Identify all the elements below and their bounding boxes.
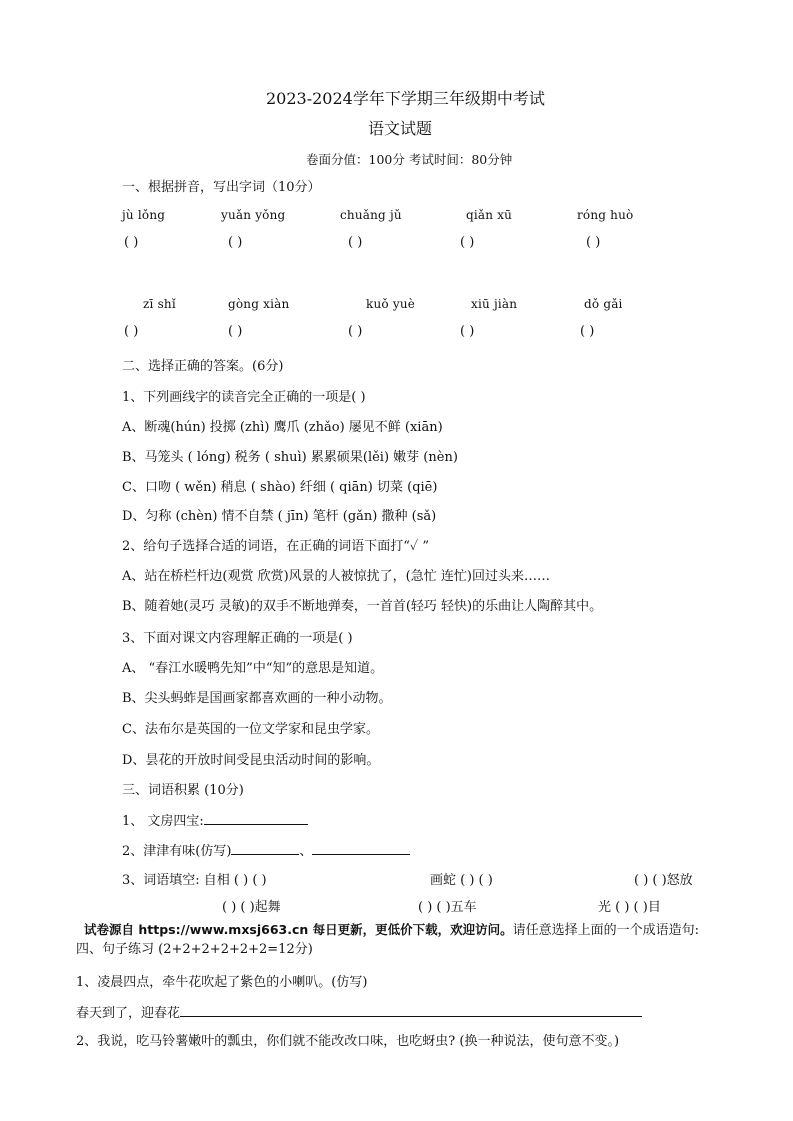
option-a: A、断魂(hún) 投掷 (zhì) 鹰爪 (zhǎo) 屡见不鲜 (xiān): [122, 420, 443, 435]
answer-blank[interactable]: ( ): [586, 235, 601, 250]
question-2-3: 3、下面对课文内容理解正确的一项是( ): [122, 631, 353, 646]
section4-heading: 四、句子练习 (2+2+2+2+2+2=12分): [76, 942, 313, 957]
pinyin-2: yuǎn yǒng: [221, 208, 286, 222]
sentence-instruction: 请任意选择上面的一个成语造句:: [512, 923, 700, 938]
pinyin-9: xiū jiàn: [471, 297, 518, 311]
idiom-blank: 光 ( ) ( )目: [598, 900, 661, 915]
idiom-blank: 画蛇 ( ) ( ): [430, 873, 493, 888]
pinyin-6: zī shǐ: [143, 297, 176, 311]
exam-title: 2023-2024学年下学期三年级期中考试: [266, 89, 545, 108]
question-2-1: 1、下列画线字的读音完全正确的一项是( ): [122, 390, 366, 405]
question-4-1: 1、凌晨四点，牵牛花吹起了紫色的小喇叭。(仿写): [76, 975, 368, 990]
answer-blank[interactable]: ( ): [124, 324, 139, 339]
answer-blank[interactable]: ( ): [348, 235, 363, 250]
option-a: A、 “春江水暖鸭先知”中“知”的意思是知道。: [122, 661, 384, 676]
idiom-blank: ( ) ( )起舞: [222, 900, 281, 915]
option-d: D、昙花的开放时间受昆虫活动时间的影响。: [122, 753, 380, 768]
source-notice: [84, 919, 699, 938]
item-3-2-label: 2、津津有味(仿写): [122, 844, 232, 859]
answer-line[interactable]: [312, 840, 410, 855]
answer-line[interactable]: [204, 810, 308, 825]
answer-line[interactable]: [180, 1002, 642, 1017]
answer-blank[interactable]: ( ): [580, 324, 595, 339]
item-3-1-label: 1、 文房四宝:: [122, 814, 204, 829]
exam-info: 卷面分值：100分 考试时间：80分钟: [306, 152, 513, 167]
option-d: D、匀称 (chèn) 情不自禁 ( jīn) 笔杆 (gǎn) 撒种 (sǎ): [122, 509, 437, 524]
answer-blank[interactable]: ( ): [124, 235, 139, 250]
source-link-text[interactable]: 试卷源自 https://www.mxsj663.cn 每日更新，更低价下载，欢迎访问。: [84, 922, 513, 937]
section1-heading: 一、根据拼音，写出字词（10分）: [122, 180, 321, 195]
item-3-3: 3、词语填空: 自相 ( ) ( ): [122, 873, 267, 888]
option-b: B、随着她(灵巧 灵敏)的双手不断地弹奏，一首首(轻巧 轻快)的乐曲让人陶醉其中。: [122, 599, 603, 614]
question-4-2: 2、我说，吃马铃薯嫩叶的瓢虫，你们就不能改改口味，也吃蚜虫? (换一种说法，使句意不变。): [76, 1034, 620, 1049]
pinyin-10: dǒ gǎi: [584, 297, 623, 311]
item-3-1: [122, 810, 308, 829]
section3-heading: 三、词语积累 (10分): [122, 783, 244, 798]
option-b: B、马笼头 ( lóng) 税务 ( shuì) 累累硕果(lěi) 嫩芽 (nèn): [122, 450, 458, 465]
pinyin-7: gòng xiàn: [228, 297, 290, 311]
section2-heading: 二、选择正确的答案。(6分): [122, 359, 284, 374]
option-b: B、尖头蚂蚱是国画家都喜欢画的一种小动物。: [122, 691, 392, 706]
pinyin-4: qiǎn xū: [466, 208, 513, 222]
exam-subtitle: 语文试题: [368, 119, 433, 138]
separator: 、: [299, 844, 313, 859]
pinyin-8: kuǒ yuè: [366, 297, 416, 311]
pinyin-1: jù lǒng: [122, 208, 166, 222]
idiom-blank: ( ) ( )怒放: [634, 873, 693, 888]
answer-prefix: 春天到了，迎春花: [76, 1006, 181, 1021]
answer-blank[interactable]: ( ): [348, 324, 363, 339]
answer-blank[interactable]: ( ): [228, 324, 243, 339]
answer-line[interactable]: [231, 840, 299, 855]
option-c: C、法布尔是英国的一位文学家和昆虫学家。: [122, 722, 379, 737]
option-a: A、站在桥栏杆边(观赏 欣赏)风景的人被惊扰了，(急忙 连忙)回过头来……: [122, 569, 550, 584]
idiom-blank: ( ) ( )五车: [418, 900, 477, 915]
item-3-2: [122, 840, 410, 859]
answer-blank[interactable]: ( ): [460, 235, 475, 250]
pinyin-3: chuǎng jǔ: [340, 208, 402, 222]
question-4-1-answer: [76, 1002, 642, 1021]
question-2-2: 2、给句子选择合适的词语，在正确的词语下面打“✓ ”: [122, 539, 430, 554]
option-c: C、口吻 ( wěn) 稍息 ( shào) 纤细 ( qiān) 切菜 (qiē): [122, 480, 438, 495]
pinyin-5: róng huò: [577, 208, 634, 222]
answer-blank[interactable]: ( ): [228, 235, 243, 250]
answer-blank[interactable]: ( ): [460, 324, 475, 339]
